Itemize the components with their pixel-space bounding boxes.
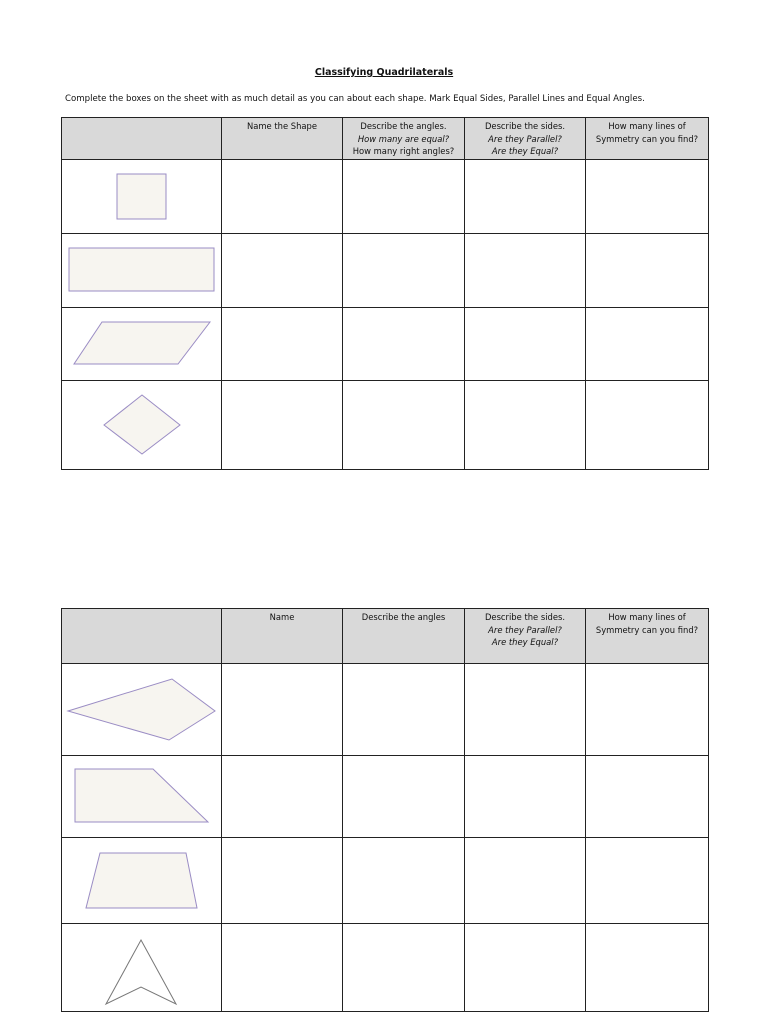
header-row [62,609,709,664]
header-line: Are they Equal? [491,637,559,647]
right-trapezium-shape [62,756,221,837]
header-sides [465,118,586,160]
table-row [62,160,709,234]
answer-cell-name[interactable] [222,234,343,308]
header-line: How many lines of [608,612,686,622]
worksheet-title: Classifying Quadrilaterals [314,67,454,78]
answer-cell-name[interactable] [222,381,343,470]
answer-cell-sides[interactable] [465,924,586,1012]
square-shape [62,160,221,233]
header-line: Describe the sides. [484,121,566,131]
answer-cell-name[interactable] [222,924,343,1012]
answer-cell-name[interactable] [222,756,343,838]
answer-cell-angles[interactable] [343,160,465,234]
header-line: Are they Parallel? [488,624,562,635]
answer-cell-angles[interactable] [343,924,465,1012]
shape-cell [62,381,222,470]
rhombus-shape [62,381,221,469]
header-angles [343,609,465,664]
answer-cell-angles[interactable] [343,308,465,381]
answer-cell-sides[interactable] [465,308,586,381]
table-row [62,924,709,1012]
header-line: Name [269,612,295,622]
answer-cell-sides[interactable] [465,160,586,234]
answer-cell-symmetry[interactable] [586,308,709,381]
answer-cell-symmetry[interactable] [586,234,709,308]
shape-cell [62,308,222,381]
table-row [62,664,709,756]
header-shape [62,118,222,160]
answer-cell-name[interactable] [222,838,343,924]
answer-cell-symmetry[interactable] [586,756,709,838]
table-row [62,234,709,308]
shape-cell [62,838,222,924]
answer-cell-symmetry[interactable] [586,664,709,756]
answer-cell-angles[interactable] [343,756,465,838]
header-name [222,609,343,664]
header-line: Are they Equal? [491,146,559,156]
answer-cell-name[interactable] [222,308,343,381]
header-line: Describe the angles [361,612,446,622]
shape-cell [62,160,222,234]
shape-cell [62,664,222,756]
quadrilaterals-table-2 [61,608,709,1012]
table-row [62,308,709,381]
answer-cell-name[interactable] [222,664,343,756]
header-row [62,118,709,160]
answer-cell-angles[interactable] [343,381,465,470]
table-row [62,756,709,838]
answer-cell-angles[interactable] [343,664,465,756]
arrowhead-shape [62,924,221,1011]
answer-cell-sides[interactable] [465,838,586,924]
answer-cell-sides[interactable] [465,381,586,470]
answer-cell-symmetry[interactable] [586,160,709,234]
header-angles [343,118,465,160]
rectangle-shape [62,234,221,307]
header-line: Symmetry can you find? [595,624,699,635]
header-name-shape [222,118,343,160]
header-line: Name the Shape [246,121,317,131]
answer-cell-angles[interactable] [343,838,465,924]
header-line: Describe the angles. [360,121,447,131]
answer-cell-sides[interactable] [465,664,586,756]
shape-cell [62,234,222,308]
header-symmetry [586,118,709,160]
header-sides [465,609,586,664]
answer-cell-sides[interactable] [465,756,586,838]
header-shape [62,609,222,664]
shape-cell [62,756,222,838]
answer-cell-name[interactable] [222,160,343,234]
isosceles-trapezium-shape [62,838,221,923]
quadrilaterals-table-1 [61,117,709,470]
answer-cell-symmetry[interactable] [586,381,709,470]
table-row [62,838,709,924]
header-line: How many right angles? [352,146,455,156]
instructions-text: Complete the boxes on the sheet with as much detail as you can about each shape. Mark Equal Sides, Parallel Lines and Equal Angles. [65,94,645,104]
answer-cell-sides[interactable] [465,234,586,308]
header-line: How many are equal? [357,133,450,144]
answer-cell-symmetry[interactable] [586,838,709,924]
header-line: How many lines of [608,121,686,131]
header-symmetry [586,609,709,664]
table-row [62,381,709,470]
kite-shape [62,664,221,755]
header-line: Describe the sides. [484,612,566,622]
shape-cell [62,924,222,1012]
header-line: Symmetry can you find? [595,133,699,144]
answer-cell-angles[interactable] [343,234,465,308]
parallelogram-shape [62,308,221,380]
answer-cell-symmetry[interactable] [586,924,709,1012]
header-line: Are they Parallel? [488,133,562,144]
